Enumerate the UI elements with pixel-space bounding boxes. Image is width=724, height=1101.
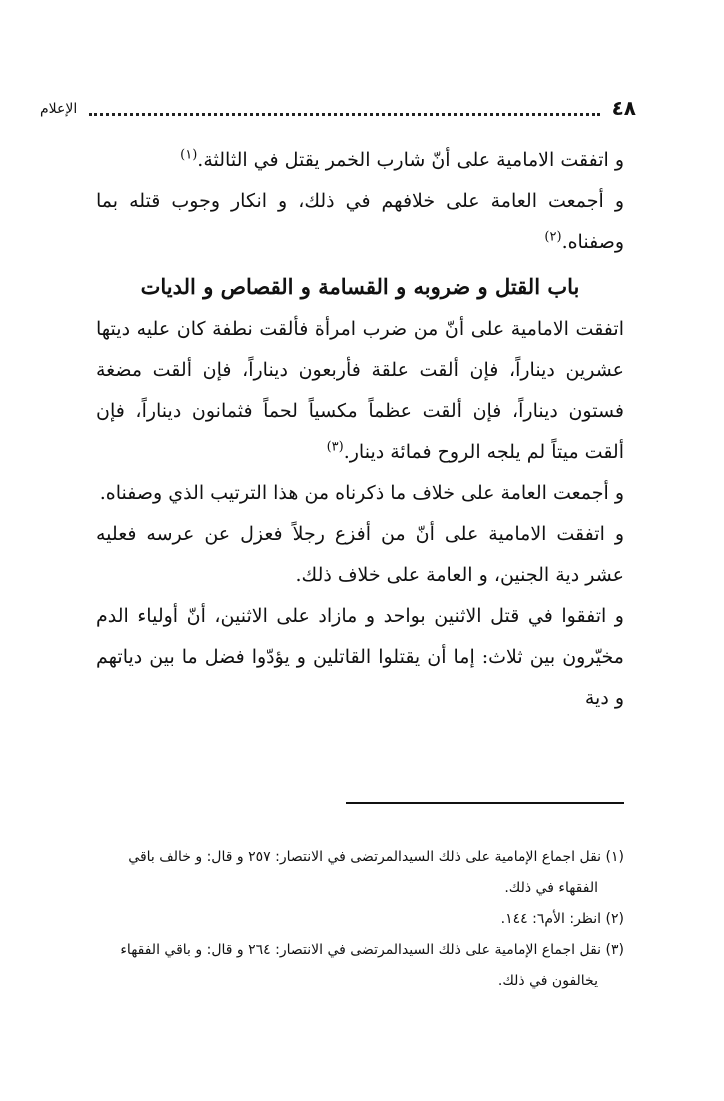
running-title: الإعلام — [40, 101, 78, 117]
footnote-text-continued: الفقهاء في ذلك. — [504, 880, 598, 896]
paragraph-1-text: و اتفقت الامامية على أنّ شارب الخمر يقتل في الثالثة. — [197, 149, 624, 171]
paragraph-5: و اتفقت الامامية على أنّ من أفزع رجلاً فعزل عن عرسه فعليه عشر دية الجنين، و العامة على خلاف ذلك. — [96, 523, 624, 586]
footnote-1 — [96, 842, 624, 904]
footnote-ref-2[interactable]: (٢) — [544, 229, 562, 245]
paragraph-1 — [96, 140, 624, 181]
footnote-ref-1[interactable]: (١) — [180, 147, 198, 163]
paragraph-2 — [96, 181, 624, 263]
footnote-ref-3[interactable]: (٣) — [326, 439, 344, 455]
paragraph-3 — [96, 309, 624, 473]
footnote-text: انظر: الأم٦: ١٤٤. — [500, 911, 602, 927]
footnote-marker: (٢) — [605, 911, 624, 927]
footnote-marker: (١) — [605, 849, 624, 865]
header-dot-leader — [89, 113, 599, 116]
footnote-marker: (٣) — [605, 942, 624, 958]
main-text — [96, 140, 624, 719]
page-number: ٤٨ — [611, 96, 636, 120]
footnote-text: نقل اجماع الإمامية على ذلك السيدالمرتضى في الانتصار: ٢٥٧ و قال: و خالف باقي — [128, 849, 602, 865]
footnotes — [96, 842, 624, 997]
footnote-text-continued: يخالفون في ذلك. — [497, 973, 598, 989]
footnote-2 — [96, 904, 624, 935]
paragraph-2-text: و أجمعت العامة على خلافهم في ذلك، و انكار وجوب قتله بما وصفناه. — [96, 190, 624, 253]
paragraph-3-text: اتفقت الامامية على أنّ من ضرب امرأة فألقت نطفة كان عليه ديتها عشرين ديناراً، فإن ألقت علقة فأربعون ديناراً، فإن ألقت مضغة فستون ديناراً، فإن ألقت عظماً مكسياً لحماً فثمانون ديناراً، فإن ألقت ميتاً لم يلجه الروح فمائة دينار. — [96, 318, 624, 463]
footnote-text: نقل اجماع الإمامية على ذلك السيدالمرتضى في الانتصار: ٢٦٤ و قال: و باقي الفقهاء — [120, 942, 602, 958]
footnote-3 — [96, 935, 624, 997]
paragraph-4: و أجمعت العامة على خلاف ما ذكرناه من هذا الترتيب الذي وصفناه. — [99, 482, 624, 504]
footnote-separator — [346, 802, 624, 804]
page-header — [40, 92, 636, 120]
chapter-title: باب القتل و ضروبه و القسامة و القصاص و الديات — [140, 274, 580, 299]
paragraph-6: و اتفقوا في قتل الاثنين بواحد و مازاد على الاثنين، أنّ أولياء الدم مخيّرون بين ثلاث: إما أن يقتلوا القاتلين و يؤدّوا فضل ما بين دياتهم و دية — [96, 605, 624, 709]
